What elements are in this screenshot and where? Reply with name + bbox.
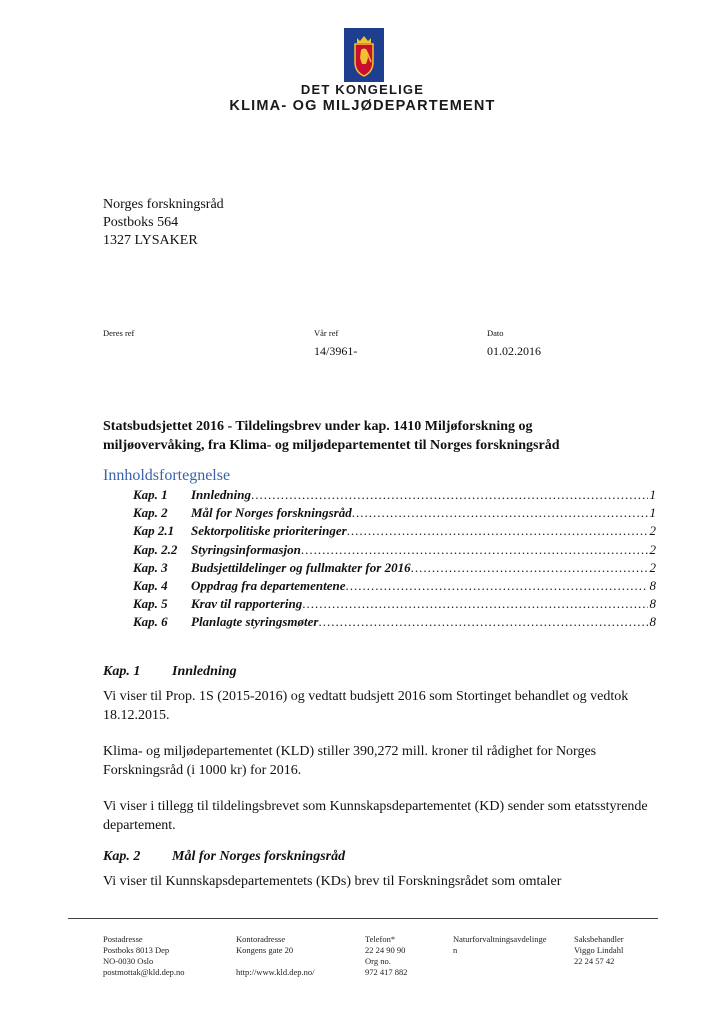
recipient-name: Norges forskningsråd (103, 197, 224, 212)
paragraph-1: Vi viser til Prop. 1S (2015-2016) og vedtatt budsjett 2016 som Stortinget behandlet og vedtok 18.12.2015. (103, 689, 629, 723)
toc-entry-number: Kap. 5 (133, 596, 168, 612)
toc-entry-number: Kap. 1 (133, 487, 168, 502)
toc-leader-dots (251, 487, 648, 503)
footer-office-address (236, 934, 315, 978)
toc-entry[interactable] (133, 523, 656, 541)
toc-entry-page: 2 (649, 541, 656, 557)
toc-leader-dots (302, 596, 647, 612)
paragraph-2: Klima- og miljødepartementet (KLD) stiller 390,272 mill. kroner til rådighet for Norges Forskningsråd (i 1000 kr) for 2016. (103, 744, 597, 778)
letter-subject: Statsbudsjettet 2016 - Tildelingsbrev under kap. 1410 Miljøforskning og miljøovervåking, fra Klima- og miljødepartementet til Norges forskningsråd (103, 419, 560, 453)
toc-leader-dots (318, 614, 647, 630)
toc-entry-page: 8 (649, 596, 656, 612)
toc-entry-number: Kap. 6 (133, 614, 168, 630)
toc-entry[interactable] (133, 614, 656, 632)
toc-entry-page: 1 (649, 505, 656, 521)
toc-leader-dots (347, 523, 648, 539)
footer-line: 22 24 90 90 (365, 945, 406, 955)
section-heading-kap2 (103, 849, 345, 865)
var-ref-value: 14/3961- (314, 344, 358, 358)
footer-department (453, 934, 546, 956)
toc-entry-title: Innledning (191, 487, 251, 502)
date-label: Dato (487, 328, 504, 338)
paragraph-4: Vi viser til Kunnskapsdepartementets (KDs) brev til Forskningsrådet som omtaler (103, 874, 562, 889)
toc-entry[interactable] (133, 578, 656, 596)
toc-entry-number: Kap. 2.2 (133, 541, 178, 557)
ministry-line2: KLIMA- OG MILJØDEPARTEMENT (229, 98, 496, 114)
section-title: Mål for Norges forskningsråd (172, 849, 346, 864)
toc-entry-page: 2 (649, 523, 656, 539)
footer-line: Viggo Lindahl (574, 945, 624, 955)
recipient-postbox: Postboks 564 (103, 215, 179, 230)
toc-entry-title: Mål for Norges forskningsråd (191, 505, 352, 521)
toc-entry[interactable] (133, 596, 656, 614)
toc-entry-number: Kap. 4 (133, 577, 168, 593)
coat-of-arms-logo (344, 28, 384, 82)
footer-postal-address (103, 934, 185, 978)
footer-line: Org no. (365, 956, 391, 966)
deres-ref-label: Deres ref (103, 328, 135, 338)
toc-entry-title: Oppdrag fra departementene (191, 577, 346, 593)
footer-label: Telefon* (365, 934, 396, 944)
footer-divider (68, 918, 658, 919)
toc-entry-title: Krav til rapportering (191, 596, 303, 612)
toc-entry[interactable] (133, 542, 656, 560)
toc-entry-page: 1 (649, 487, 656, 502)
toc-entry-title: Styringsinformasjon (191, 541, 301, 557)
toc-entry-title: Sektorpolitiske prioriteringer (191, 523, 347, 539)
footer-case-officer (574, 934, 624, 967)
section-number: Kap. 2 (103, 849, 141, 864)
toc-entry-page: 8 (649, 577, 656, 593)
toc-entry[interactable] (133, 560, 656, 578)
footer-email[interactable]: postmottak@kld.dep.no (103, 967, 185, 977)
paragraph-3: Vi viser i tillegg til tildelingsbrevet som Kunnskapsdepartementet (KD) sender som etatsstyrende departement. (103, 799, 648, 833)
footer-line: 22 24 57 42 (574, 956, 615, 966)
recipient-city: 1327 LYSAKER (103, 233, 198, 248)
toc-entry-number: Kap 2.1 (133, 523, 175, 539)
section-number: Kap. 1 (103, 664, 141, 679)
toc-entry-page: 2 (649, 559, 656, 575)
toc-leader-dots (346, 578, 648, 594)
date-value: 01.02.2016 (487, 344, 541, 358)
toc-entry[interactable] (133, 505, 656, 523)
footer-line: n (453, 945, 458, 955)
footer-line (236, 956, 315, 967)
toc-entry-number: Kap. 2 (133, 505, 168, 521)
section-heading-kap1 (103, 664, 237, 680)
toc-entry-title: Planlagte styringsmøter (191, 614, 319, 630)
footer-label: Saksbehandler (574, 934, 624, 944)
toc-leader-dots (352, 505, 648, 521)
footer-line: NO-0030 Oslo (103, 956, 154, 966)
section-title: Innledning (172, 664, 237, 679)
toc-entry[interactable] (133, 487, 656, 505)
footer-line: Kongens gate 20 (236, 945, 294, 955)
ministry-line1: DET KONGELIGE (300, 82, 425, 97)
toc-leader-dots (411, 560, 648, 576)
recipient-address (103, 196, 224, 250)
toc-entry-number: Kap. 3 (133, 559, 168, 575)
toc-title: Innholdsfortegnelse (103, 467, 231, 484)
footer-label: Kontoradresse (236, 934, 286, 944)
footer-website-link[interactable]: http://www.kld.dep.no/ (236, 967, 315, 977)
footer-line: 972 417 882 (365, 967, 408, 977)
table-of-contents (133, 487, 656, 633)
footer-line: Postboks 8013 Dep (103, 945, 170, 955)
toc-entry-title: Budsjettildelinger og fullmakter for 2016 (191, 559, 411, 575)
footer-phone (365, 934, 408, 978)
var-ref-label: Vår ref (314, 328, 339, 338)
footer-label: Postadresse (103, 934, 143, 944)
toc-entry-page: 8 (649, 614, 656, 630)
footer-line: Naturforvaltningsavdelinge (453, 934, 547, 944)
toc-leader-dots (301, 542, 648, 558)
